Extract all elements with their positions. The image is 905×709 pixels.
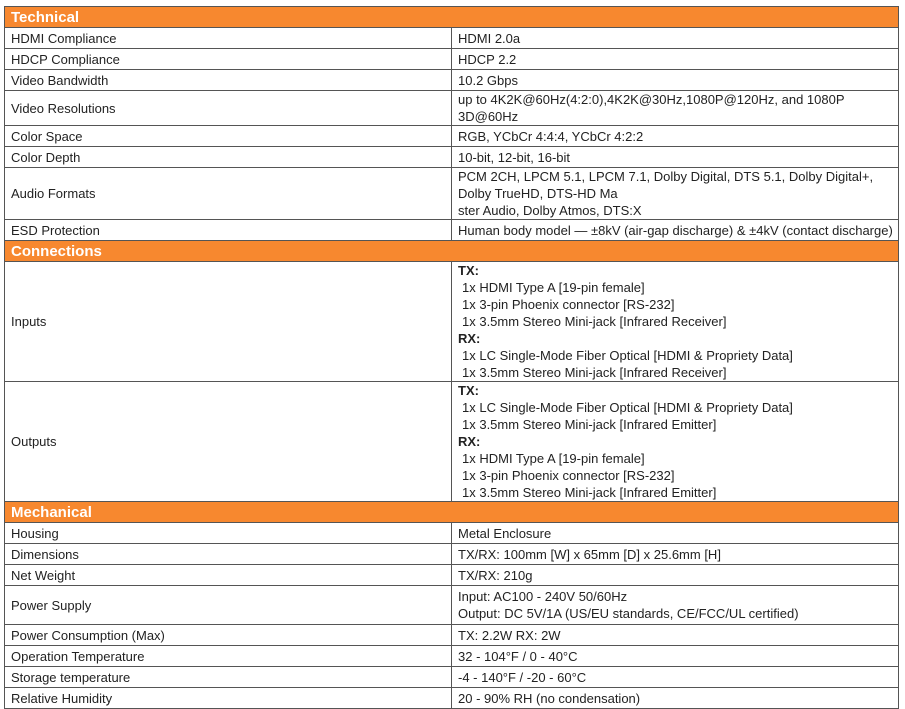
row-label: Relative Humidity	[5, 688, 452, 709]
row-label: Color Space	[5, 126, 452, 147]
row-value: RGB, YCbCr 4:4:4, YCbCr 4:2:2	[452, 126, 899, 147]
tx-heading: TX:	[458, 383, 479, 398]
row-value: 20 - 90% RH (no condensation)	[452, 688, 899, 709]
row-label: HDMI Compliance	[5, 28, 452, 49]
table-row	[5, 586, 899, 625]
row-label: Storage temperature	[5, 667, 452, 688]
row-label: Video Bandwidth	[5, 70, 452, 91]
row-value: HDMI 2.0a	[452, 28, 899, 49]
table-row	[5, 28, 899, 49]
table-row	[5, 147, 899, 168]
section-header-connections	[5, 241, 899, 262]
row-label: Color Depth	[5, 147, 452, 168]
section-title: Mechanical	[5, 502, 899, 523]
rx-heading: RX:	[458, 331, 481, 346]
row-value: 32 - 104°F / 0 - 40°C	[452, 646, 899, 667]
table-row	[5, 220, 899, 241]
list-item: 1x 3.5mm Stereo Mini-jack [Infrared Receiver]	[462, 314, 727, 329]
value-line: PCM 2CH, LPCM 5.1, LPCM 7.1, Dolby Digital, DTS 5.1, Dolby Digital+, Dolby TrueHD, DTS-HD Ma	[458, 169, 874, 201]
row-value: TX/RX: 210g	[452, 565, 899, 586]
row-label: Net Weight	[5, 565, 452, 586]
list-item: 1x HDMI Type A [19-pin female]	[462, 451, 645, 466]
section-title: Technical	[5, 7, 899, 28]
row-value	[452, 168, 899, 220]
row-label: Outputs	[5, 382, 452, 502]
row-label: HDCP Compliance	[5, 49, 452, 70]
row-label: Audio Formats	[5, 168, 452, 220]
row-label: Inputs	[5, 262, 452, 382]
row-value: HDCP 2.2	[452, 49, 899, 70]
value-line: Output: DC 5V/1A (US/EU standards, CE/FCC/UL certified)	[458, 606, 799, 621]
table-row	[5, 544, 899, 565]
section-header-mechanical	[5, 502, 899, 523]
value-line: Input: AC100 - 240V 50/60Hz	[458, 589, 628, 604]
table-row-inputs	[5, 262, 899, 382]
table-row	[5, 625, 899, 646]
list-item: 1x 3.5mm Stereo Mini-jack [Infrared Emitter]	[462, 417, 717, 432]
list-item: 1x 3-pin Phoenix connector [RS-232]	[462, 468, 675, 483]
table-row	[5, 168, 899, 220]
list-item: 1x LC Single-Mode Fiber Optical [HDMI & Propriety Data]	[462, 348, 793, 363]
row-label: Operation Temperature	[5, 646, 452, 667]
list-item: 1x 3-pin Phoenix connector [RS-232]	[462, 297, 675, 312]
row-value	[452, 586, 899, 625]
list-item: 1x 3.5mm Stereo Mini-jack [Infrared Receiver]	[462, 365, 727, 380]
table-row	[5, 70, 899, 91]
table-row	[5, 49, 899, 70]
row-label: Power Consumption (Max)	[5, 625, 452, 646]
table-row	[5, 523, 899, 544]
row-value: up to 4K2K@60Hz(4:2:0),4K2K@30Hz,1080P@120Hz, and 1080P 3D@60Hz	[452, 91, 899, 126]
row-label: Power Supply	[5, 586, 452, 625]
row-value	[452, 382, 899, 502]
row-label: ESD Protection	[5, 220, 452, 241]
list-item: 1x HDMI Type A [19-pin female]	[462, 280, 645, 295]
table-row	[5, 91, 899, 126]
row-label: Housing	[5, 523, 452, 544]
row-label: Dimensions	[5, 544, 452, 565]
value-line: ster Audio, Dolby Atmos, DTS:X	[458, 203, 642, 218]
table-row	[5, 646, 899, 667]
row-value	[452, 262, 899, 382]
list-item: 1x 3.5mm Stereo Mini-jack [Infrared Emitter]	[462, 485, 717, 500]
spec-table	[4, 6, 899, 709]
row-value: Human body model — ±8kV (air-gap discharge) & ±4kV (contact discharge)	[452, 220, 899, 241]
table-row	[5, 126, 899, 147]
tx-heading: TX:	[458, 263, 479, 278]
rx-heading: RX:	[458, 434, 481, 449]
row-value: TX: 2.2W RX: 2W	[452, 625, 899, 646]
table-row	[5, 565, 899, 586]
list-item: 1x LC Single-Mode Fiber Optical [HDMI & Propriety Data]	[462, 400, 793, 415]
table-row-outputs	[5, 382, 899, 502]
row-value: TX/RX: 100mm [W] x 65mm [D] x 25.6mm [H]	[452, 544, 899, 565]
row-value: 10-bit, 12-bit, 16-bit	[452, 147, 899, 168]
row-label: Video Resolutions	[5, 91, 452, 126]
section-title: Connections	[5, 241, 899, 262]
section-header-technical	[5, 7, 899, 28]
row-value: Metal Enclosure	[452, 523, 899, 544]
table-row	[5, 667, 899, 688]
row-value: -4 - 140°F / -20 - 60°C	[452, 667, 899, 688]
table-row	[5, 688, 899, 709]
row-value: 10.2 Gbps	[452, 70, 899, 91]
